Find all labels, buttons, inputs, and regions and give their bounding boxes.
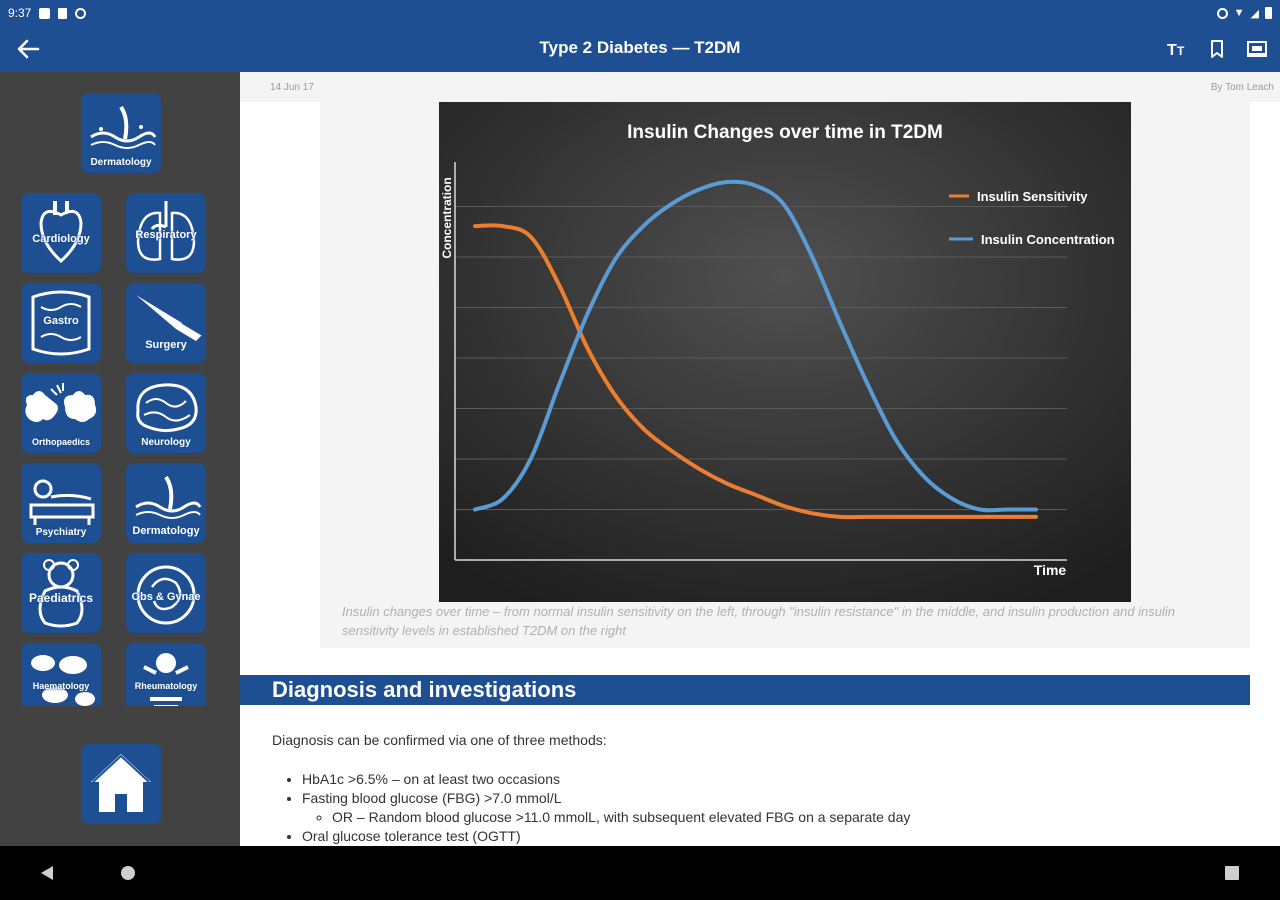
tile-gastro[interactable] bbox=[21, 283, 101, 363]
battery-icon bbox=[1265, 7, 1272, 19]
home-icon bbox=[81, 744, 161, 824]
app-bar bbox=[0, 26, 1280, 72]
sub-list bbox=[332, 808, 1232, 827]
tile-label: Cardiology bbox=[32, 233, 90, 245]
legend-label: Insulin Sensitivity bbox=[977, 189, 1088, 204]
tile-paediatrics[interactable] bbox=[21, 553, 101, 633]
figure-caption: Insulin changes over time – from normal insulin sensitivity on the left, through "insulin resistance" in the middle, and insulin production and insulin sensitivity levels in established T2DM on the right bbox=[342, 604, 1176, 638]
chart-title: Insulin Changes over time in T2DM bbox=[627, 122, 943, 143]
list-item: • Oral glucose tolerance test (OGTT) bbox=[302, 827, 1232, 846]
tile-dermatology-top[interactable] bbox=[81, 93, 161, 173]
legend-label: Insulin Concentration bbox=[981, 232, 1115, 247]
intro-text: Diagnosis can be confirmed via one of three methods: bbox=[272, 732, 607, 748]
article-content[interactable] bbox=[240, 72, 1280, 846]
text-size-icon[interactable] bbox=[1166, 38, 1188, 60]
diagnosis-list bbox=[302, 770, 1232, 846]
tile-label: Rheumatology bbox=[134, 681, 198, 691]
tile-label: Psychiatry bbox=[35, 527, 87, 538]
nav-home-icon[interactable] bbox=[119, 864, 137, 887]
do-not-disturb-icon bbox=[1217, 8, 1228, 19]
svg-text:T: T bbox=[1167, 42, 1177, 59]
tile-cardiology[interactable] bbox=[21, 193, 101, 273]
bookmark-icon[interactable] bbox=[1206, 38, 1228, 60]
article-meta bbox=[240, 72, 1280, 102]
sim-icon bbox=[58, 8, 67, 19]
notification-icon bbox=[39, 8, 50, 19]
sync-icon bbox=[75, 8, 86, 19]
home-button[interactable] bbox=[81, 744, 161, 824]
tile-label: Neurology bbox=[141, 437, 191, 448]
tile-psychiatry[interactable] bbox=[21, 463, 101, 543]
tile-dermatology[interactable] bbox=[126, 463, 206, 543]
article-body bbox=[272, 732, 1232, 846]
tile-label: Obs & Gynae bbox=[131, 591, 201, 603]
tile-obs-gynae[interactable] bbox=[126, 553, 206, 633]
tile-label: Haematology bbox=[32, 681, 90, 691]
tile-neurology[interactable] bbox=[126, 373, 206, 453]
insulin-chart bbox=[439, 102, 1131, 602]
figure bbox=[320, 102, 1250, 648]
list-item-text: Fasting blood glucose (FBG) >7.0 mmol/L bbox=[302, 790, 562, 806]
slideshow-icon[interactable] bbox=[1246, 38, 1268, 60]
signal-icon: ◢ bbox=[1250, 7, 1259, 20]
status-time: 9:37 bbox=[8, 6, 32, 20]
tile-orthopaedics[interactable] bbox=[21, 373, 101, 453]
tile-label: Gastro bbox=[43, 315, 79, 327]
wifi-icon: ▼ bbox=[1233, 7, 1245, 19]
list-item: • HbA1c >6.5% – on at least two occasions bbox=[302, 770, 1232, 789]
tile-surgery[interactable] bbox=[126, 283, 206, 363]
tile-label: Surgery bbox=[145, 339, 187, 351]
tile-respiratory[interactable] bbox=[126, 193, 206, 273]
specialty-sidebar bbox=[0, 72, 240, 846]
x-axis-label: Time bbox=[1033, 562, 1067, 578]
tile-label: Dermatology bbox=[90, 157, 152, 168]
page-title: Type 2 Diabetes — T2DM bbox=[539, 38, 741, 57]
tile-label: Respiratory bbox=[135, 229, 197, 241]
status-bar bbox=[0, 0, 1280, 26]
system-navigation-bar bbox=[0, 846, 1280, 900]
svg-text:T: T bbox=[1177, 44, 1185, 58]
y-axis-label: Concentration bbox=[440, 177, 454, 259]
article-author: By Tom Leach bbox=[1210, 82, 1274, 93]
nav-recents-icon[interactable] bbox=[1223, 864, 1241, 887]
tile-label: Orthopaedics bbox=[31, 437, 90, 447]
tile-label: Dermatology bbox=[132, 525, 200, 537]
article-date: 14 Jun 17 bbox=[270, 82, 314, 93]
list-item bbox=[302, 789, 1232, 827]
tile-label: Paediatrics bbox=[28, 591, 94, 605]
sub-list-item: ◦ OR – Random blood glucose >11.0 mmolL, with subsequent elevated FBG on a separate day bbox=[332, 808, 1232, 827]
chart-background bbox=[439, 102, 1131, 602]
section-title: Diagnosis and investigations bbox=[240, 675, 1250, 705]
nav-back-icon[interactable] bbox=[38, 864, 56, 887]
